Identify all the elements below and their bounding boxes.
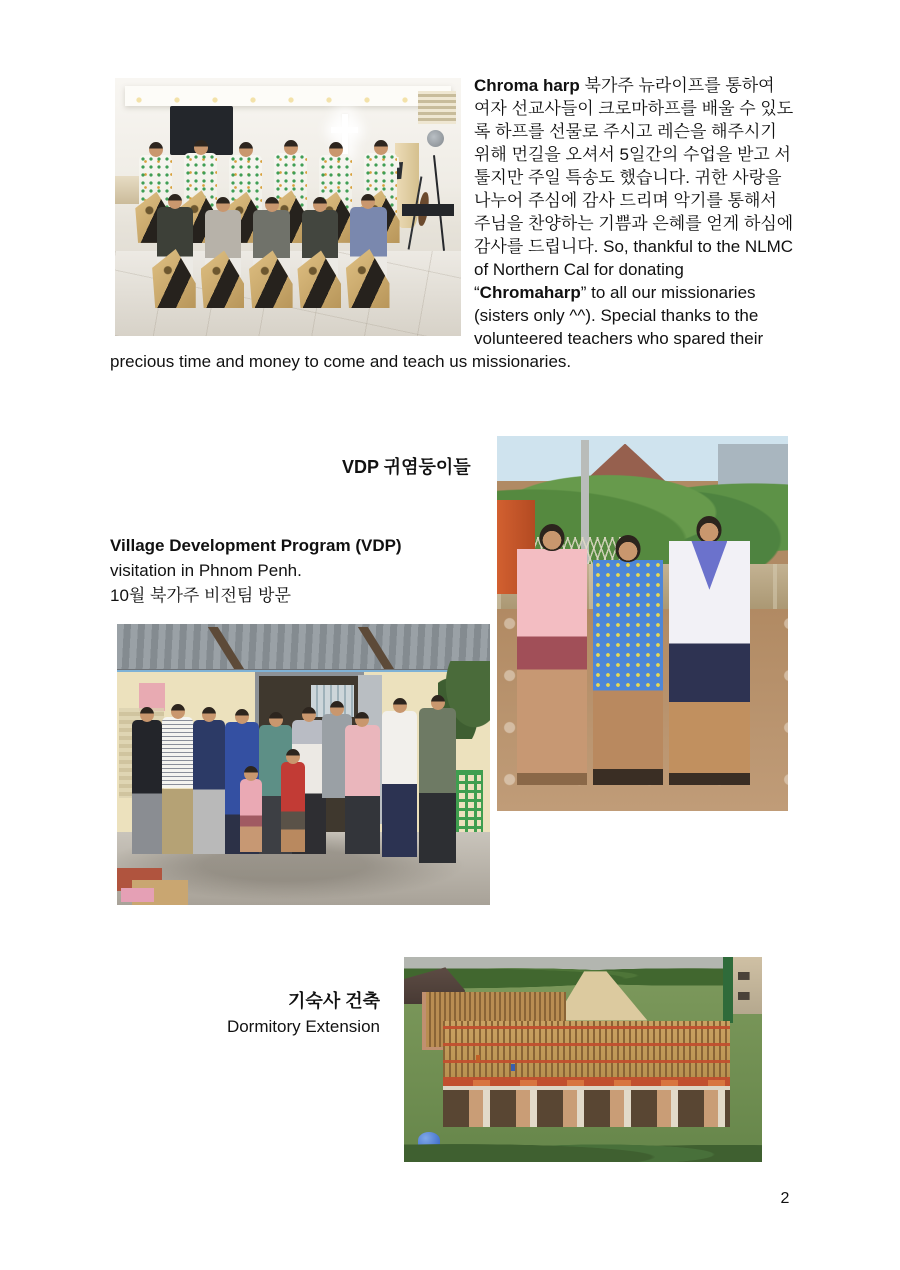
person-figure [205, 210, 241, 303]
dormitory-construction-photo [404, 957, 762, 1162]
person-figure [419, 708, 456, 863]
english-text: So, thankful to the NLMC of Northern Cal for donating “ [474, 237, 794, 302]
mic-stand [433, 156, 445, 252]
floral-pattern [593, 560, 663, 691]
neighbor-building [733, 957, 762, 1014]
main-structure [443, 1021, 729, 1128]
vdp-children-photo [497, 436, 788, 811]
page-number: 2 [780, 1190, 790, 1207]
worker-figure [511, 1064, 515, 1071]
chromaharp-group-photo [115, 78, 461, 336]
chroma-harp-lead: Chroma harp [474, 76, 580, 95]
child-figure [240, 779, 262, 852]
person-figure [162, 717, 194, 855]
vdp-caption [110, 533, 490, 608]
person-figure [345, 725, 380, 854]
wall-cross [331, 127, 358, 133]
english-text: ” to all our missionaries (sisters only ^^). Special thanks to the volunteered teachers who spared their precious time and money to come and teach us missionaries. [110, 283, 764, 371]
keyboard [402, 204, 454, 216]
dormitory-heading-korean: 기숙사 건축 [288, 991, 380, 1011]
weeds [404, 1137, 762, 1162]
wall-cross [342, 114, 348, 154]
child-figure [517, 549, 587, 785]
korean-body-text: 북가주 뉴라이프를 통하여 여자 선교사들이 크로마하프를 배울 수 있도록 하프를 선물로 주시고 레슨을 해주시기 위해 먼길을 오셔서 5일간의 수업을 받고 서툴지만 주일 특송도 했습니다. 귀한 사랑을 나누어 주심에 감사 드리며 악기를 통해서 주님을 찬양하는 기쁨과 은혜를 얻게 하심에 감사를 드립니다. [474, 76, 794, 256]
person-figure [157, 207, 193, 302]
child-figure [669, 541, 750, 785]
vdp-line2: visitation in Phnom Penh. [110, 561, 302, 580]
child-figure [281, 762, 305, 852]
autoharp [346, 249, 390, 308]
autoharp [201, 250, 245, 308]
person-figure [382, 711, 417, 857]
autoharp [297, 250, 341, 308]
dormitory-caption [110, 988, 380, 1040]
wall-vent [418, 91, 456, 125]
child-figure [593, 560, 663, 785]
person-figure [350, 207, 386, 302]
person-figure [253, 210, 289, 303]
roof-framing [443, 1021, 729, 1081]
sailor-collar [691, 541, 727, 590]
perimeter-fence [723, 957, 734, 1023]
person-figure [302, 210, 338, 303]
dormitory-heading-english: Dormitory Extension [226, 1017, 380, 1036]
person-figure [193, 720, 225, 855]
chromaharp-article [110, 74, 794, 373]
worker-figure [476, 1055, 480, 1062]
ceiling-lights [125, 86, 450, 107]
vdp-visitation-photo [117, 624, 490, 905]
supplies [121, 888, 155, 902]
autoharp [249, 250, 293, 308]
vdp-title: Village Development Program (VDP) [110, 536, 402, 555]
metal-roof [117, 624, 490, 672]
brick-wall-openings [443, 1086, 729, 1127]
autoharp [152, 249, 196, 308]
vdp-section-heading: VDP 귀염둥이들 [342, 457, 471, 477]
chromaharp-brand: Chromaharp [479, 283, 581, 302]
vdp-line3: 10월 북가주 비전팀 방문 [110, 586, 291, 605]
person-figure [132, 720, 162, 855]
wall-fan [427, 130, 444, 147]
